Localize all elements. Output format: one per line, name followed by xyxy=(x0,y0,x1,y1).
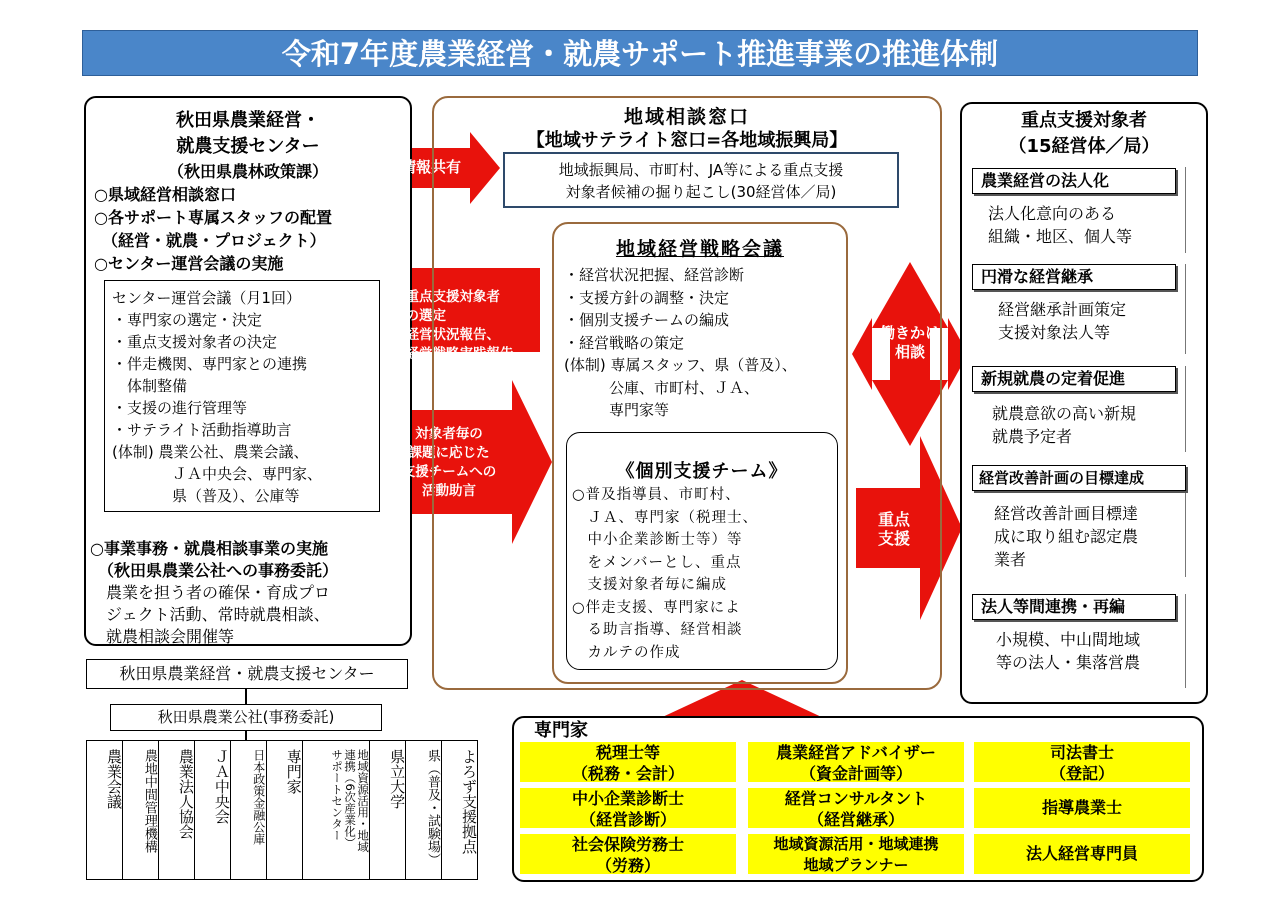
left-center-heading: 秋田県農業経営・ 就農支援センター xyxy=(176,110,320,157)
expert-cell: 農業経営アドバイザー （資金計画等） xyxy=(748,742,964,782)
org-col: 農地中間管理機構 xyxy=(123,741,159,879)
target-tab: 法人等間連携・再編 xyxy=(972,594,1176,620)
left-bottom-body: 農業を担う者の確保・育成プロ ジェクト活動、常時就農相談、 就農相談会開催等 xyxy=(106,583,331,646)
left-center-items: ○県域経営相談窓口 ○各サポート専属スタッフの配置 （経営・就農・プロジェクト） ○センター運営会議の実施 xyxy=(94,185,332,273)
target-tab: 農業経営の法人化 xyxy=(972,168,1176,194)
report-label: ・重点支援対象者 の選定 ・経営状況報告、 経営戦略実践報告 xyxy=(392,289,514,362)
expert-cell: 法人経営専門員 xyxy=(974,834,1190,874)
team-body: ○普及指導員、市町村、 ＪＡ、専門家（税理士、 中小企業診断士等）等 をメンバーとし、重点 支援対象者毎に編成 ○伴走支援、専門家によ る助言指導、経営相談 カルテの作成 xyxy=(572,487,758,661)
org-kosha-box: 秋田県農業公社(事務委託) xyxy=(110,704,382,731)
target-body: 就農意欲の高い新規 就農予定者 xyxy=(992,404,1137,446)
org-col: 県立大学 xyxy=(370,741,406,879)
target-body: 小規模、中山間地域 等の法人・集落営農 xyxy=(996,630,1141,672)
candidate-box: 地域振興局、市町村、JA等による重点支援 対象者候補の掘り起こし(30経営体／局) xyxy=(503,152,899,208)
org-col: 県（普及・試験場） xyxy=(406,741,442,879)
org-col: 農業会議 xyxy=(87,741,123,879)
target-tab: 円滑な経営継承 xyxy=(972,264,1176,290)
meeting-text: センター運営会議（月1回） ・専門家の選定・決定 ・重点支援対象者の決定 ・伴走機関、専門家との連携 体制整備 ・支援の進行管理等 ・サテライト活動指導助言 (体制) 農業公社、農業会議、 ＪＡ中央会、専門家、 県（普及）、公庫等 xyxy=(112,289,323,505)
org-col: 専門家 xyxy=(267,741,303,879)
work-label: 働きかけ 相談 xyxy=(879,324,940,361)
strategy-title: 地域経営戦略会議 xyxy=(615,238,784,260)
expert-cell: 地域資源活用・地域連携 地域プランナー xyxy=(748,834,964,874)
target-body: 経営改善計画目標達 成に取り組む認定農 業者 xyxy=(994,504,1139,569)
left-bottom-head: ○事業事務・就農相談事業の実施 （秋田県農業公社への事務委託） xyxy=(90,539,339,580)
regional-title: 地域相談窓口 xyxy=(623,106,750,128)
regional-subtitle: 【地域サテライト窓口=各地域振興局】 xyxy=(526,130,848,151)
org-col: 地域資源活用・地域 連携（6次産業化） サポートセンター xyxy=(303,741,370,879)
org-center-box: 秋田県農業経営・就農支援センター xyxy=(86,659,408,689)
target-body: 経営継承計画策定 支援対象法人等 xyxy=(998,300,1127,342)
target-tab: 新規就農の定着促進 xyxy=(972,366,1176,392)
strategy-body: ・経営状況把握、経営診断 ・支援方針の調整・決定 ・個別支援チームの編成 ・経営戦略の策定 (体制) 専属スタッフ、県（普及）、 公庫、市町村、ＪＡ、 専門家等 xyxy=(564,266,797,419)
expert-cell: 司法書士 （登記） xyxy=(974,742,1190,782)
org-col: ＪＡ中央会 xyxy=(195,741,231,879)
expert-cell: 指導農業士 xyxy=(974,788,1190,828)
target-tab: 経営改善計画の目標達成 xyxy=(972,465,1186,491)
org-columns xyxy=(86,740,478,880)
experts-heading: 専門家 xyxy=(534,720,588,741)
team-title: 《個別支援チーム》 xyxy=(616,461,788,482)
left-center-sub: （秋田県農林政策課） xyxy=(167,162,328,181)
info-share-label: 情報共有 xyxy=(400,158,461,176)
targets-heading: 重点支援対象者 （15経営体／局） xyxy=(1008,110,1160,157)
expert-cell: 経営コンサルタント （経営継承） xyxy=(748,788,964,828)
expert-cell: 中小企業診断士 （経営診断） xyxy=(520,788,736,828)
expert-cell: 税理士等 （税務・会計） xyxy=(520,742,736,782)
expert-cell: 社会保険労務士 （労務） xyxy=(520,834,736,874)
target-body: 法人化意向のある 組織・地区、個人等 xyxy=(988,204,1133,246)
support-label: 重点 支援 xyxy=(877,510,910,548)
org-col: よろず支援拠点 xyxy=(459,749,478,854)
page-title: 令和7年度農業経営・就農サポート推進事業の推進体制 xyxy=(82,30,1198,76)
advice-label: 対象者毎の 課題に応じた 支援チームへの 活動助言 xyxy=(401,426,497,499)
org-col: 日本政策金融公庫 xyxy=(231,741,267,879)
org-col: 農業法人協会 xyxy=(159,741,195,879)
